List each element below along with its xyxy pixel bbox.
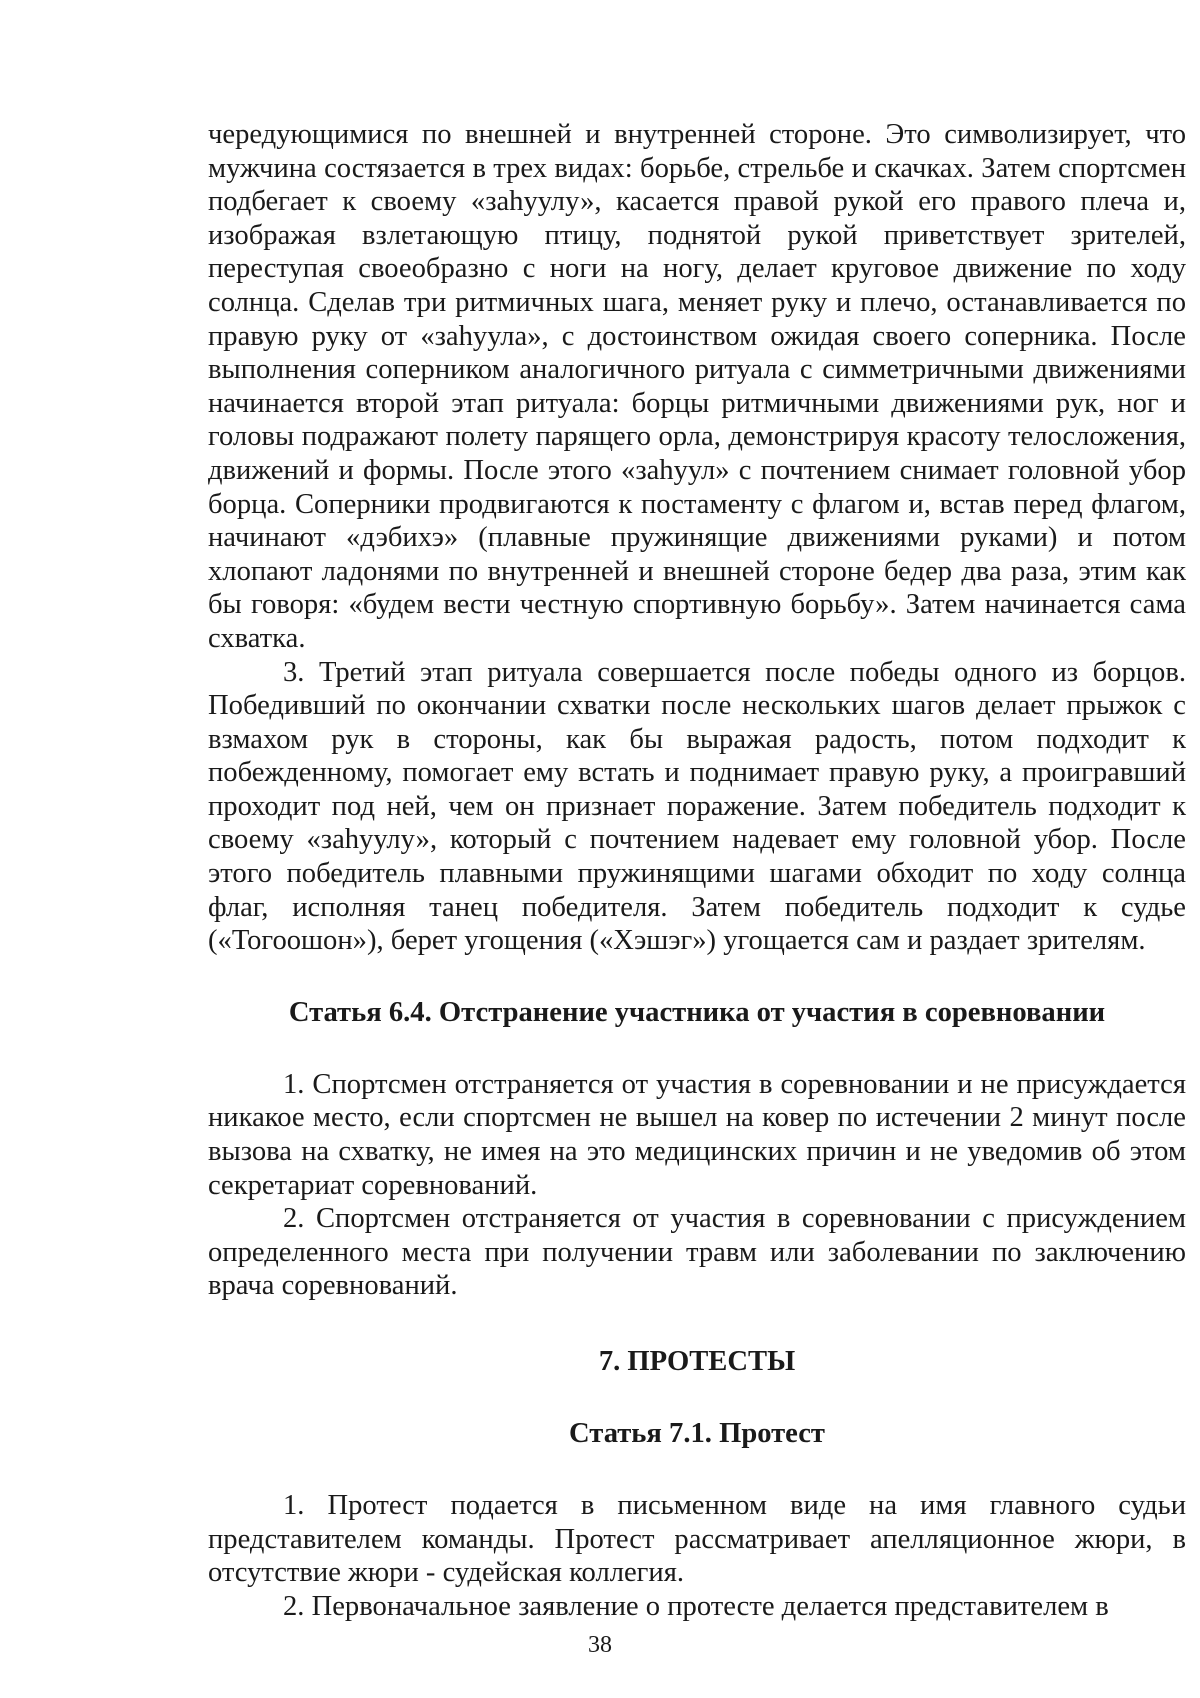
paragraph-ritual-continued: чередующимися по внешней и внутренней стороне. Это символизирует, что мужчина состязается в трех видах: борьбе, стрельбе и скачках. Затем спортсмен подбегает к своему «заhуулу», касается правой рукой его правого плеча и, изображая взлетающую птицу, поднятой рукой приветствует зрителей, переступая своеобразно с ноги на ногу, делает круговое движение по ходу солнца. Сделав три ритмичных шага, меняет руку и плечо, останавливается по правую руку от «заhуула», с достоинством ожидая своего соперника. После выполнения соперником аналогичного ритуала с симметричными движениями начинается второй этап ритуала: борцы ритмичными движениями рук, ног и головы подражают полету парящего орла, демонстрируя красоту телосложения, движений и формы. После этого «заhуул» с почтением снимает головной убор борца. Соперники продвигаются к постаменту с флагом и, встав перед флагом, начинают «дэбихэ» (плавные пружинящие движениями руками) и потом хлопают ладонями по внутренней и внешней стороне бедер два раза, этим как бы говоря: «будем вести честную спортивную борьбу». Затем начинается сама схватка.	[208, 119, 1186, 654]
article-6-4-paragraph-1: 1. Спортсмен отстраняется от участия в соревновании и не присуждается никакое место, если спортсмен не вышел на ковер по истечении 2 минут после вызова на схватку, не имея на это медицинских причин и не уведомив об этом секретариат соревнований.	[208, 1068, 1186, 1201]
article-6-4-paragraph-2: 2. Спортсмен отстраняется от участия в соревновании с присуждением определенного места при получении травм или заболевании по заключению врача соревнований.	[208, 1203, 1186, 1302]
document-body	[208, 118, 1186, 1623]
section-7-title: 7. ПРОТЕСТЫ	[598, 1346, 796, 1377]
article-7-1-paragraph-1: 1. Протест подается в письменном виде на имя главного судьи представителем команды. Протест рассматривает апелляционное жюри, в отсутствие жюри - судейская коллегия.	[208, 1490, 1186, 1589]
page-number: 38	[588, 1632, 612, 1658]
paragraph-third-stage: 3. Третий этап ритуала совершается после победы одного из борцов. Победивший по окончании схватки после нескольких шагов делает прыжок с взмахом рук в стороны, как бы выражая радость, потом подходит к побежденному, помогает ему встать и поднимает правую руку, а проигравший проходит под ней, чем он признает поражение. Затем победитель подходит к своему «заhуулу», который с почтением надевает ему головной убор. После этого победитель плавными пружинящими шагами обходит по ходу солнца флаг, исполняя танец победителя. Затем победитель подходит к судье («Тогоошон»), берет угощения («Хэшэг») угощается сам и раздает зрителям.	[208, 656, 1186, 957]
article-6-4-title: Статья 6.4. Отстранение участника от участия в соревновании	[288, 996, 1106, 1028]
article-7-1-title: Статья 7.1. Протест	[569, 1418, 825, 1449]
article-7-1-paragraph-2: 2. Первоначальное заявление о протесте делается представителем в	[283, 1590, 1109, 1622]
